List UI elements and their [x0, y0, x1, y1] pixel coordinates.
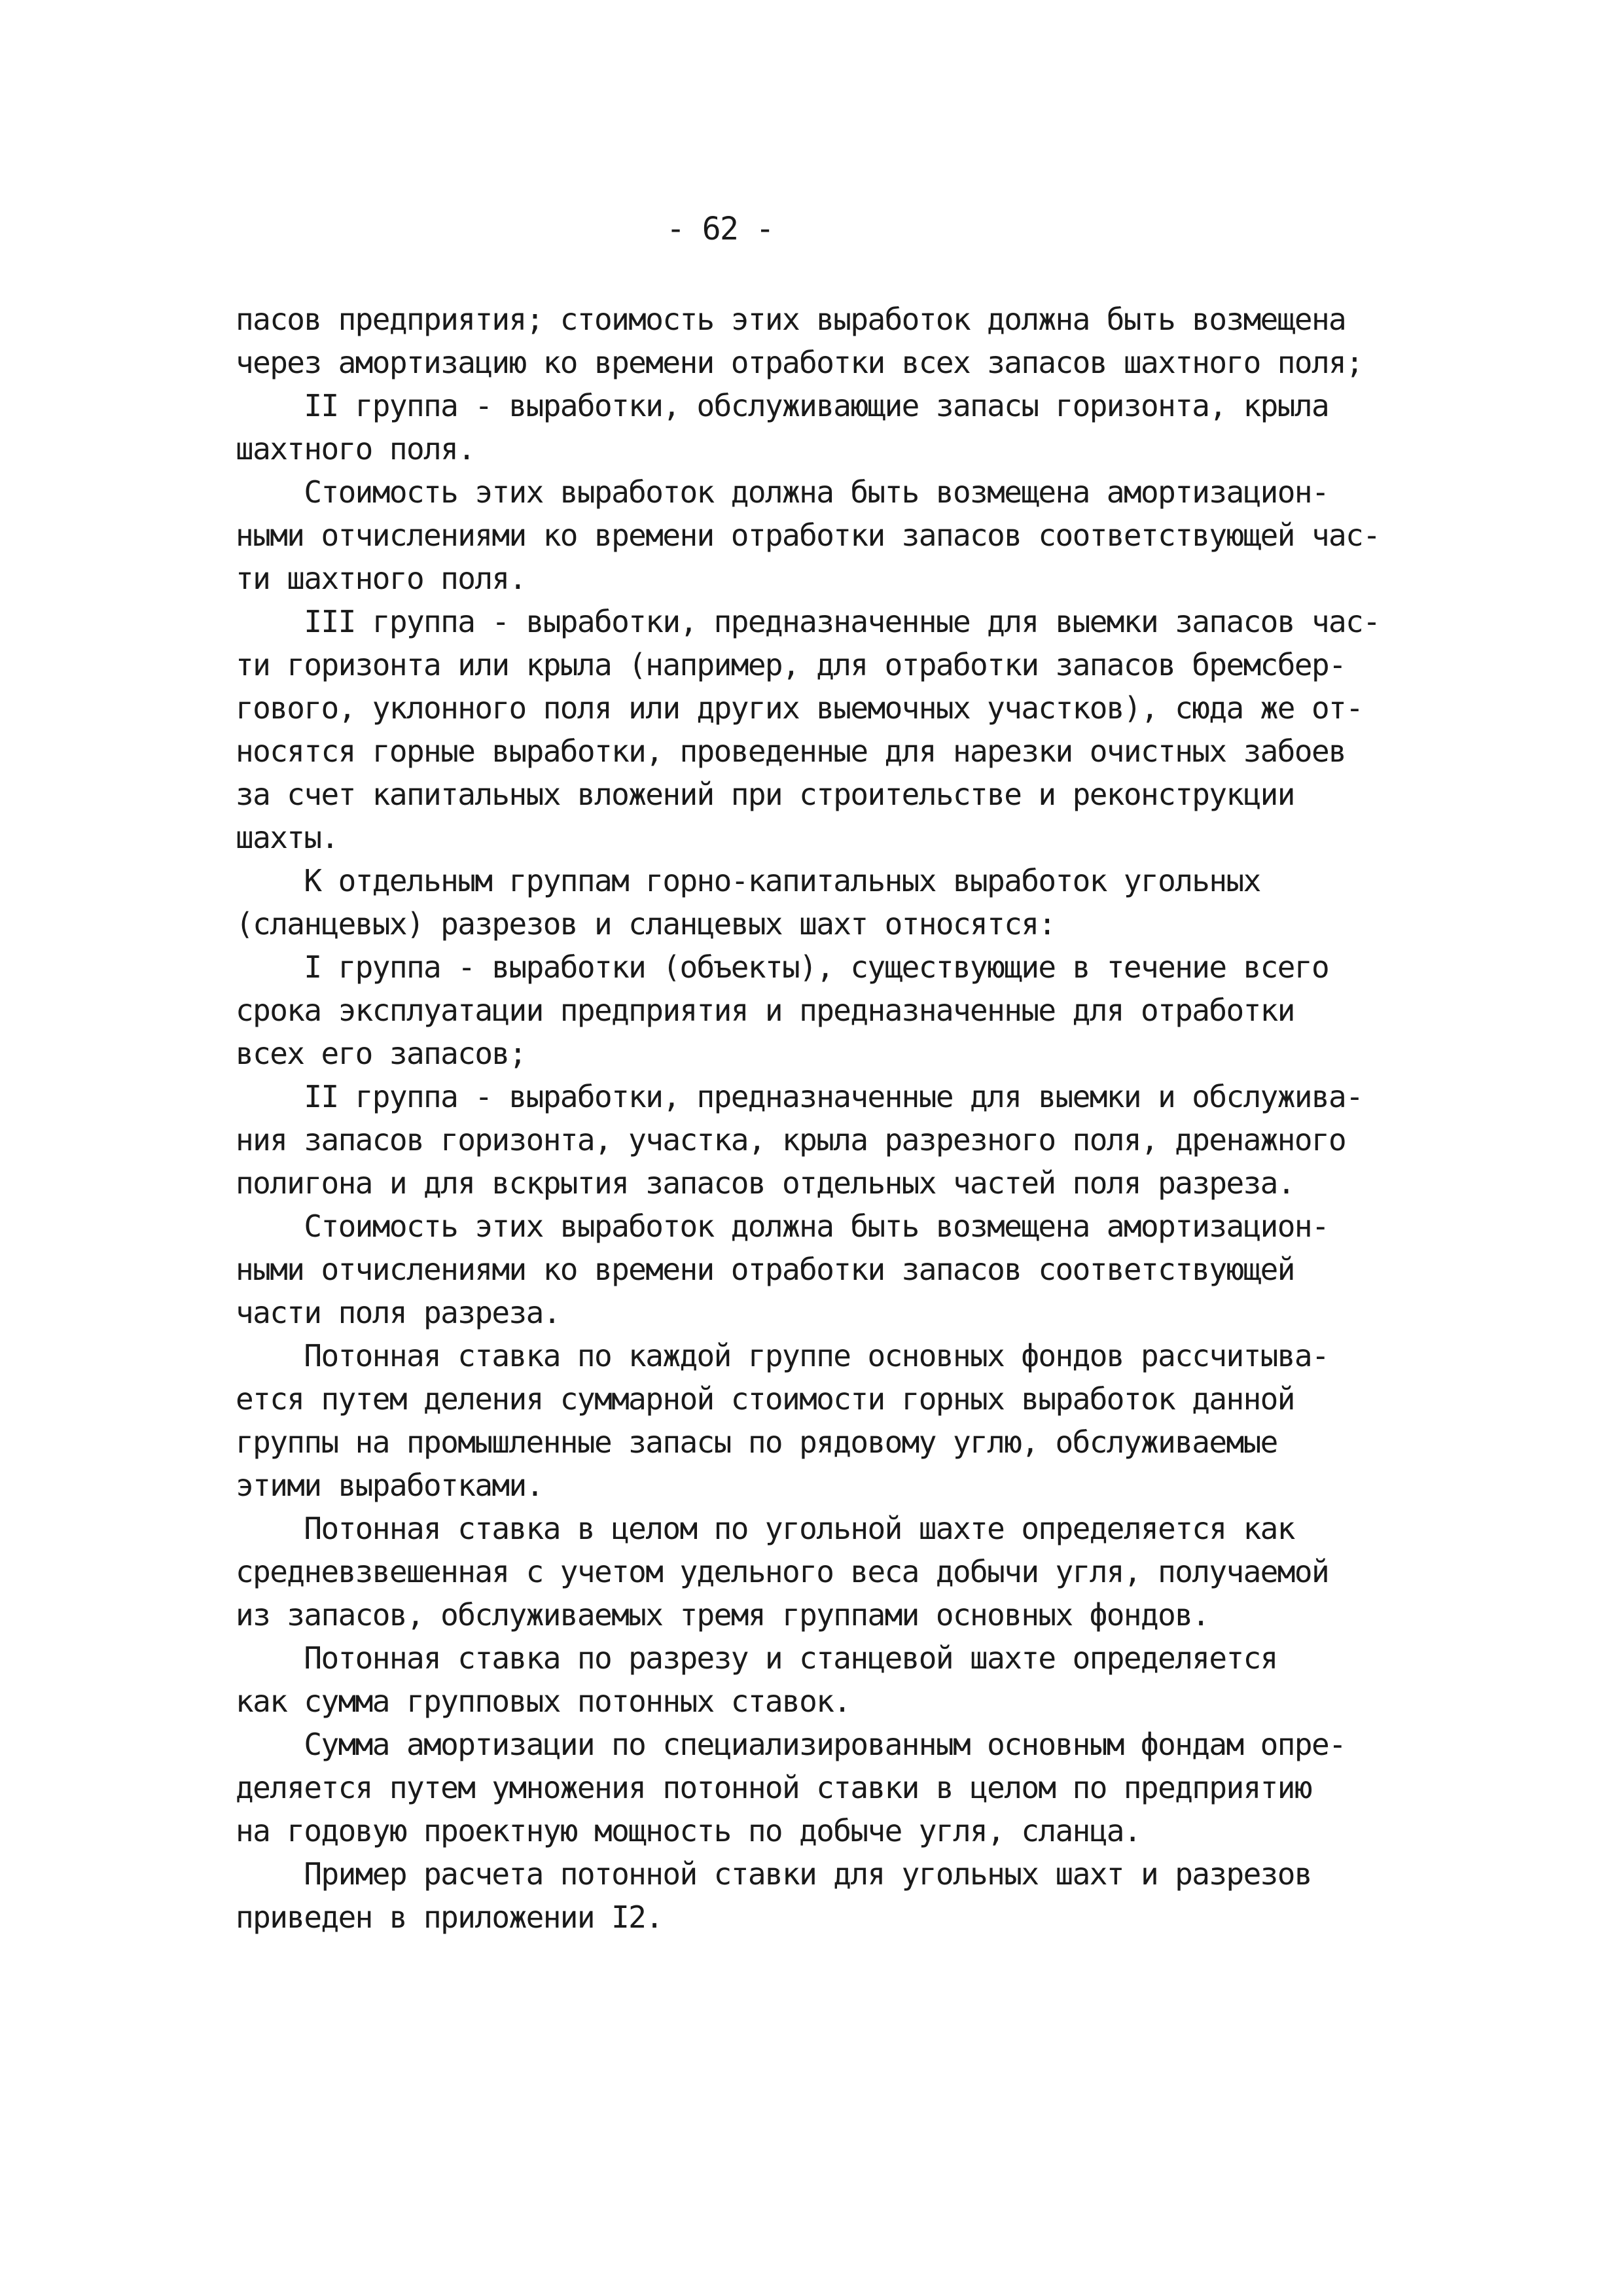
text-line: из запасов, обслуживаемых тремя группами основных фондов. [236, 1597, 1209, 1633]
text-line: шахтного поля. [236, 431, 475, 467]
text-line: полигона и для вскрытия запасов отдельных частей поля разреза. [236, 1165, 1294, 1201]
text-line: за счет капитальных вложений при строительстве и реконструкции [236, 777, 1294, 812]
text-line: гового, уклонного поля или других выемочных участков), сюда же от- [236, 690, 1363, 726]
text-line: ется путем деления суммарной стоимости горных выработок данной [236, 1381, 1294, 1417]
text-line: К отдельным группам горно-капитальных выработок угольных [236, 863, 1260, 898]
text-line: II группа - выработки, предназначенные для выемки и обслужива- [236, 1079, 1363, 1114]
text-line: всех его запасов; [236, 1036, 526, 1071]
text-line: средневзвешенная с учетом удельного веса добычи угля, получаемой [236, 1554, 1329, 1589]
text-line: (сланцевых) разрезов и сланцевых шахт относятся: [236, 906, 1056, 942]
text-line: III группа - выработки, предназначенные для выемки запасов час- [236, 604, 1380, 639]
text-line: Стоимость этих выработок должна быть возмещена амортизацион- [236, 1209, 1329, 1244]
text-line: пасов предприятия; стоимость этих выработок должна быть возмещена [236, 302, 1346, 337]
text-line: Пример расчета потонной ставки для угольных шахт и разрезов [236, 1856, 1311, 1892]
text-line: ными отчислениями ко времени отработки запасов соответствующей час- [236, 518, 1380, 553]
text-line: на годовую проектную мощность по добыче угля, сланца. [236, 1813, 1141, 1848]
body-text [236, 298, 1479, 1939]
text-line: через амортизацию ко времени отработки всех запасов шахтного поля; [236, 345, 1363, 380]
page-number: - 62 - [666, 211, 774, 247]
text-line: ния запасов горизонта, участка, крыла разрезного поля, дренажного [236, 1122, 1346, 1157]
text-line: II группа - выработки, обслуживающие запасы горизонта, крыла [236, 388, 1329, 423]
text-line: Стоимость этих выработок должна быть возмещена амортизацион- [236, 474, 1329, 510]
text-line: Сумма амортизации по специализированным основным фондам опре- [236, 1727, 1346, 1762]
text-line: I группа - выработки (объекты), существующие в течение всего [236, 949, 1329, 985]
text-line: приведен в приложении I2. [236, 1899, 663, 1935]
text-line: как сумма групповых потонных ставок. [236, 1684, 851, 1719]
text-line: части поля разреза. [236, 1295, 560, 1330]
text-line: ными отчислениями ко времени отработки запасов соответствующей [236, 1252, 1294, 1287]
text-line: этими выработками. [236, 1468, 543, 1503]
text-line: ти шахтного поля. [236, 561, 526, 596]
text-line: срока эксплуатации предприятия и предназначенные для отработки [236, 993, 1294, 1028]
text-line: Потонная ставка по разрезу и станцевой шахте определяется [236, 1640, 1277, 1676]
text-line: группы на промышленные запасы по рядовому углю, обслуживаемые [236, 1424, 1277, 1460]
text-line: деляется путем умножения потонной ставки в целом по предприятию [236, 1770, 1311, 1805]
text-line: ти горизонта или крыла (например, для отработки запасов бремсбер- [236, 647, 1346, 682]
text-line: Потонная ставка по каждой группе основных фондов рассчитыва- [236, 1338, 1329, 1373]
text-line: Потонная ставка в целом по угольной шахте определяется как [236, 1511, 1294, 1546]
text-line: шахты. [236, 820, 338, 855]
text-line: носятся горные выработки, проведенные для нарезки очистных забоев [236, 733, 1346, 769]
